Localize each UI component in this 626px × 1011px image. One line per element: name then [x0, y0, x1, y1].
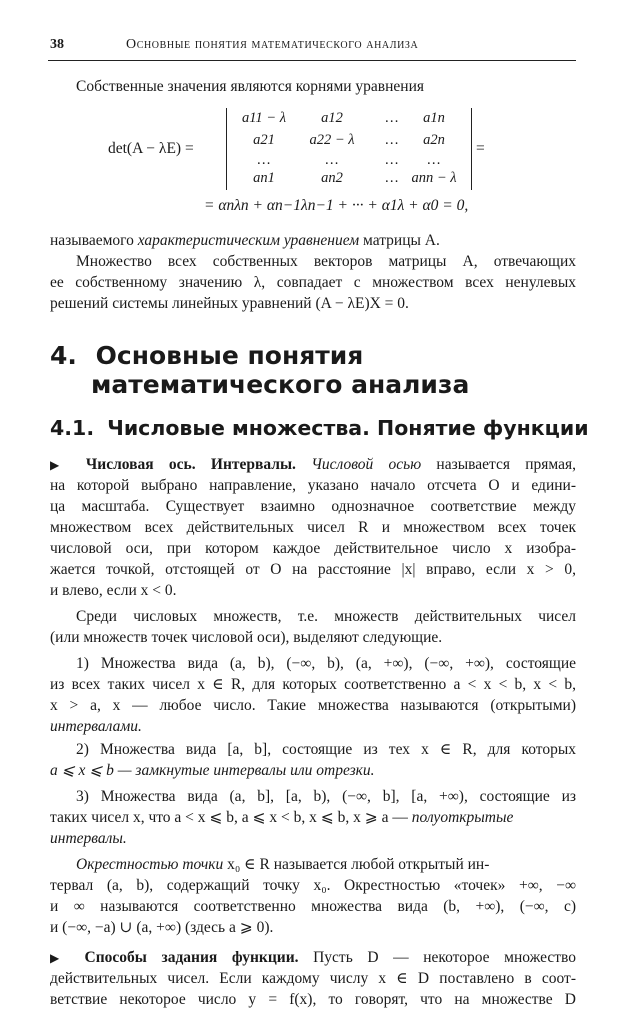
paragraph-line — [76, 855, 576, 876]
list-item-3-line — [50, 808, 576, 829]
matrix-cell: … — [385, 132, 399, 148]
matrix-cell: a12 — [321, 110, 343, 126]
section-number: 4.1. — [50, 416, 95, 440]
matrix-cell: an1 — [253, 170, 275, 186]
list-item-3-line: 3) Множества вида (a, b], [a, b), (−∞, b], [a, +∞), состоящие из — [76, 788, 576, 805]
list-item-3-line — [50, 829, 576, 850]
term-closed-intervals: замкнутые интервалы — [135, 762, 287, 779]
paragraph-line: жается точкой, отстоящей от O на расстояние |x| вправо, если x > 0, — [50, 561, 576, 578]
running-title: Основные понятия математического анализа — [126, 37, 419, 52]
subsection-title: Числовая ось. Интервалы. — [85, 456, 296, 473]
term-characteristic-equation: характеристическим уравнением — [137, 232, 360, 249]
paragraph-eigen-line: Множество всех собственных векторов матрицы A, отвечающих — [76, 253, 576, 270]
header-rule — [48, 60, 576, 61]
chapter-title-line2: математического анализа — [91, 370, 470, 399]
text: a ⩽ x ⩽ b — — [50, 762, 136, 779]
section-title: Числовые множества. Понятие функции — [107, 416, 589, 440]
paragraph-line: множеством всех действительных чисел R и множеством всех точек — [50, 519, 576, 536]
text: x₀ ∈ R называется любой открытый ин- — [223, 856, 490, 873]
matrix-cell: a21 — [253, 132, 275, 148]
paragraph-line: и (−∞, −a) ∪ (a, +∞) (здесь a ⩾ 0). — [50, 919, 274, 936]
intro-line: Собственные значения являются корнями уравнения — [76, 78, 425, 95]
matrix-cell: … — [385, 110, 399, 126]
chapter-title-line1: Основные понятия — [95, 341, 364, 370]
matrix-cell: … — [385, 170, 399, 186]
equation-rhs: = — [476, 140, 485, 157]
term-segments: отрезки. — [316, 762, 375, 779]
paragraph-line: Среди числовых множеств, т.е. множеств действительных чисел — [76, 608, 576, 625]
term-neighborhood: Окрестностью точки — [76, 856, 224, 873]
term-intervals: интервалами. — [50, 718, 142, 735]
text: Пусть D — некоторое множество — [298, 949, 577, 966]
equation-expansion: = αnλn + αn−1λn−1 + ··· + α1λ + α0 = 0, — [204, 197, 469, 214]
matrix-cell: an2 — [321, 170, 343, 186]
triangle-marker-icon: ▶ — [50, 458, 71, 472]
chapter-heading — [50, 341, 363, 371]
page-number: 38 — [50, 37, 64, 52]
paragraph-line: числовой оси, при котором каждое действительное число x изобра- — [50, 540, 576, 557]
matrix-cell: a22 − λ — [309, 132, 355, 148]
paragraph-line: ветствие некоторое число y = f(x), то говорят, что на множестве D — [50, 991, 576, 1008]
text: называемого — [50, 232, 138, 249]
matrix-cell: … — [257, 152, 271, 168]
matrix-cell: a2n — [423, 132, 445, 148]
term-half-open: полуоткрытые — [411, 809, 514, 826]
paragraph-line: и ∞ называются соответственно множества вида (b, +∞), (−∞, c) — [50, 898, 576, 915]
paragraph-characteristic — [50, 231, 576, 252]
matrix-cell: … — [427, 152, 441, 168]
subsection-number-line — [50, 455, 576, 476]
list-item-2-line: 2) Множества вида [a, b], состоящие из тех x ∈ R, для которых — [76, 741, 576, 758]
chapter-number: 4. — [50, 341, 77, 370]
matrix-cell: a1n — [423, 110, 445, 126]
matrix-cell: … — [385, 152, 399, 168]
term-intervals: интервалы. — [50, 830, 127, 847]
list-item-1-line: x > a, x — любое число. Такие множества называются (открытыми) — [50, 697, 576, 714]
paragraph-line: на которой выбрано направление, указано начало отсчета O и едини- — [50, 477, 576, 494]
paragraph-eigen-line: решений системы линейных уравнений (A − λE)X = 0. — [50, 295, 409, 312]
text: таких чисел x, что a < x ⩽ b, a ⩽ x < b, x ⩽ b, x ⩾ a — — [50, 809, 412, 826]
list-item-1-line — [50, 717, 576, 738]
list-item-2-line — [50, 761, 576, 782]
list-item-1-line: 1) Множества вида (a, b), (−∞, b), (a, +∞), (−∞, +∞), состоящие — [76, 655, 576, 672]
equation-lhs: det(A − λE) = — [108, 140, 194, 157]
subsection-title: Способы задания функции. — [84, 949, 299, 966]
list-item-1-line: из всех таких чисел x ∈ R, для которых соответственно a < x < b, x < b, — [50, 676, 576, 693]
text: матрицы A. — [359, 232, 440, 249]
triangle-marker-icon: ▶ — [50, 951, 70, 965]
paragraph-line: ца масштаба. Существует взаимно однозначное соответствие между — [50, 498, 576, 515]
paragraph-line: (или множеств точек числовой оси), выделяют следующие. — [50, 629, 443, 646]
matrix-cell: ann − λ — [411, 170, 457, 186]
section-heading — [50, 416, 589, 440]
text: называется прямая, — [436, 456, 577, 473]
determinant-matrix — [226, 108, 472, 190]
term-number-line: Числовой осью — [311, 456, 422, 473]
paragraph-eigen-line: ее собственному значению λ, совпадает с множеством всех ненулевых — [50, 274, 576, 291]
paragraph-line: и влево, если x < 0. — [50, 582, 177, 599]
text: или — [286, 762, 317, 779]
paragraph-line: тервал (a, b), содержащий точку x₀. Окрестностью «точек» +∞, −∞ — [50, 877, 576, 894]
matrix-cell: a11 − λ — [242, 110, 286, 126]
paragraph-line: действительных чисел. Если каждому числу x ∈ D поставлено в соот- — [50, 970, 576, 987]
subsection-function-line — [50, 948, 576, 969]
matrix-cell: … — [325, 152, 339, 168]
